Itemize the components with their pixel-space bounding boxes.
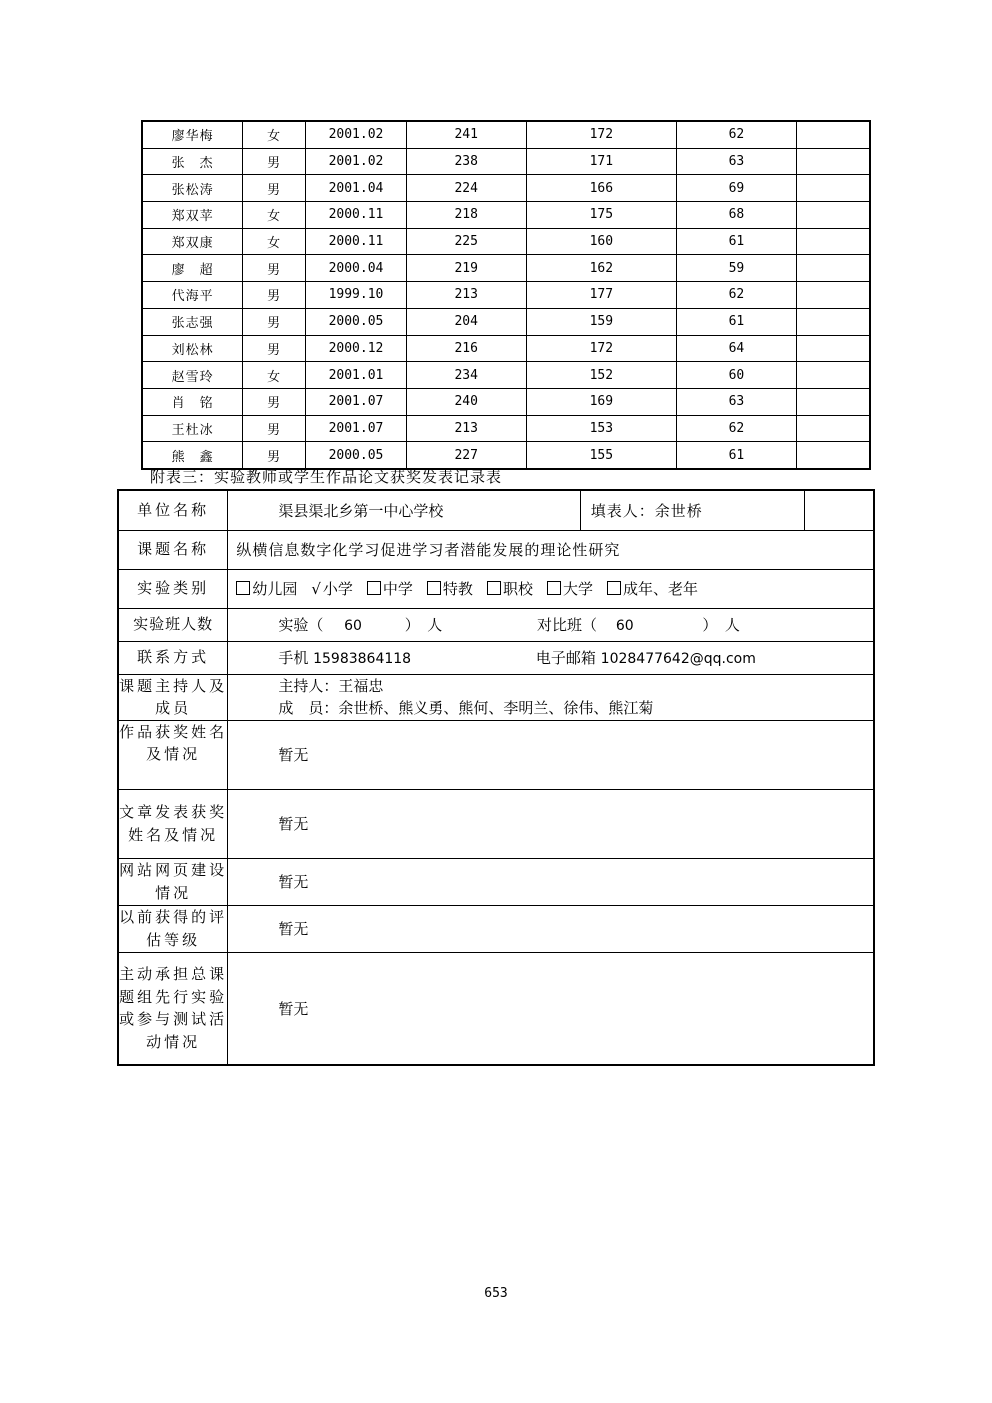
class-size-values [228, 608, 874, 641]
student-birth-cell: 2000.11 [306, 228, 407, 255]
ctrl-count: 60 [615, 618, 634, 634]
student-extra-cell [796, 442, 870, 469]
student-row [142, 388, 870, 415]
student-birth-cell: 2001.07 [306, 415, 407, 442]
lead-label: 主动承担总课题组先行实验或参与测试活动情况 [118, 952, 228, 1065]
student-score-a-cell: 241 [406, 121, 526, 148]
student-score-a-cell: 234 [406, 362, 526, 389]
category-options [228, 569, 874, 608]
filler-blank [804, 490, 874, 530]
student-score-b-cell: 177 [526, 282, 677, 309]
student-name-cell: 肖 铭 [142, 388, 243, 415]
email-address: 1028477642@qq.com [600, 651, 756, 667]
student-score-a-cell: 204 [406, 308, 526, 335]
student-gender-cell: 男 [243, 415, 306, 442]
student-row [142, 308, 870, 335]
article-label: 文章发表获奖姓名及情况 [118, 789, 228, 858]
exp-prefix: 实验（ [278, 616, 324, 634]
class-size-row [118, 608, 874, 641]
contact-values [228, 641, 874, 674]
student-extra-cell [796, 202, 870, 229]
student-score-a-cell: 227 [406, 442, 526, 469]
category-row [118, 569, 874, 608]
student-birth-cell: 2001.02 [306, 121, 407, 148]
student-score-c-cell: 64 [677, 335, 797, 362]
student-name-cell: 郑双苹 [142, 202, 243, 229]
category-option [607, 580, 698, 598]
category-option [487, 580, 533, 598]
student-extra-cell [796, 388, 870, 415]
student-name-cell: 刘松林 [142, 335, 243, 362]
student-extra-cell [796, 148, 870, 175]
host-label: 课题主持人及成员 [118, 674, 228, 720]
student-row [142, 442, 870, 469]
student-score-a-cell: 224 [406, 175, 526, 202]
student-birth-cell: 1999.10 [306, 282, 407, 309]
student-row [142, 228, 870, 255]
student-gender-cell: 女 [243, 121, 306, 148]
student-score-c-cell: 69 [677, 175, 797, 202]
members-list: 成 员：余世桥、熊义勇、熊何、李明兰、徐伟、熊江菊 [278, 699, 654, 717]
student-row [142, 148, 870, 175]
student-gender-cell: 男 [243, 255, 306, 282]
student-score-a-cell: 219 [406, 255, 526, 282]
student-name-cell: 廖华梅 [142, 121, 243, 148]
student-extra-cell [796, 175, 870, 202]
student-gender-cell: 男 [243, 442, 306, 469]
appendix-caption: 附表三：实验教师或学生作品论文获奖发表记录表 [150, 468, 503, 486]
topic-row [118, 530, 874, 569]
student-birth-cell: 2000.11 [306, 202, 407, 229]
student-name-cell: 代海平 [142, 282, 243, 309]
student-score-b-cell: 162 [526, 255, 677, 282]
host-name: 主持人：王福忠 [278, 677, 384, 695]
student-score-a-cell: 213 [406, 415, 526, 442]
check-mark-icon: √ [311, 580, 321, 598]
student-row [142, 362, 870, 389]
topic-value: 纵横信息数字化学习促进学习者潜能发展的理论性研究 [228, 530, 874, 569]
award-label: 作品获奖姓名及情况 [118, 720, 228, 789]
student-score-b-cell: 159 [526, 308, 677, 335]
category-option-label: 职校 [502, 580, 533, 598]
checkbox-empty-icon [547, 581, 561, 595]
student-score-b-cell: 175 [526, 202, 677, 229]
student-gender-cell: 男 [243, 175, 306, 202]
student-extra-cell [796, 335, 870, 362]
record-table [117, 489, 875, 1066]
student-row [142, 282, 870, 309]
student-score-table [141, 120, 871, 470]
student-name-cell: 赵雪玲 [142, 362, 243, 389]
phone-label: 手机 [278, 649, 309, 667]
student-score-b-cell: 169 [526, 388, 677, 415]
checkbox-empty-icon [487, 581, 501, 595]
student-gender-cell: 男 [243, 282, 306, 309]
exp-suffix: ） 人 [404, 616, 443, 634]
eval-row [118, 905, 874, 952]
student-rows [142, 121, 870, 469]
checkbox-empty-icon [236, 581, 250, 595]
unit-row [118, 490, 874, 530]
ctrl-prefix: 对比班（ [537, 616, 598, 634]
student-birth-cell: 2001.01 [306, 362, 407, 389]
student-name-cell: 王杜冰 [142, 415, 243, 442]
student-score-a-cell: 216 [406, 335, 526, 362]
student-name-cell: 张 杰 [142, 148, 243, 175]
student-score-c-cell: 61 [677, 228, 797, 255]
student-score-a-cell: 218 [406, 202, 526, 229]
contact-label: 联系方式 [118, 641, 228, 674]
student-score-b-cell: 172 [526, 335, 677, 362]
student-row [142, 415, 870, 442]
student-extra-cell [796, 415, 870, 442]
student-row [142, 202, 870, 229]
student-score-b-cell: 172 [526, 121, 677, 148]
student-score-a-cell: 213 [406, 282, 526, 309]
student-score-b-cell: 160 [526, 228, 677, 255]
category-option-label: 成年、老年 [622, 580, 698, 598]
student-extra-cell [796, 308, 870, 335]
ctrl-suffix: ） 人 [702, 616, 740, 634]
student-score-c-cell: 63 [677, 388, 797, 415]
checkbox-empty-icon [427, 581, 441, 595]
student-extra-cell [796, 362, 870, 389]
category-option-label: 小学 [322, 580, 353, 598]
topic-label: 课题名称 [118, 530, 228, 569]
student-score-b-cell: 152 [526, 362, 677, 389]
student-score-a-cell: 240 [406, 388, 526, 415]
award-value: 暂无 [228, 720, 874, 789]
article-row [118, 789, 874, 858]
student-score-c-cell: 68 [677, 202, 797, 229]
student-score-b-cell: 153 [526, 415, 677, 442]
student-name-cell: 廖 超 [142, 255, 243, 282]
student-name-cell: 张志强 [142, 308, 243, 335]
student-birth-cell: 2001.02 [306, 148, 407, 175]
student-gender-cell: 女 [243, 202, 306, 229]
unit-value: 渠县渠北乡第一中心学校 [228, 490, 580, 530]
student-row [142, 121, 870, 148]
student-birth-cell: 2001.04 [306, 175, 407, 202]
phone-number: 15983864118 [313, 651, 412, 667]
category-option [236, 580, 297, 598]
website-label: 网站网页建设情况 [118, 858, 228, 905]
student-score-c-cell: 63 [677, 148, 797, 175]
student-extra-cell [796, 282, 870, 309]
contact-row [118, 641, 874, 674]
category-option-label: 特教 [442, 580, 473, 598]
student-score-c-cell: 62 [677, 121, 797, 148]
eval-value: 暂无 [228, 905, 874, 952]
student-name-cell: 熊 鑫 [142, 442, 243, 469]
student-birth-cell: 2000.05 [306, 308, 407, 335]
page-number: 653 [484, 1286, 508, 1301]
filler-value: 填表人：余世桥 [580, 490, 804, 530]
checkbox-empty-icon [367, 581, 381, 595]
student-gender-cell: 男 [243, 308, 306, 335]
student-score-c-cell: 62 [677, 282, 797, 309]
article-value: 暂无 [228, 789, 874, 858]
student-score-b-cell: 155 [526, 442, 677, 469]
host-values [228, 674, 874, 720]
category-option [427, 580, 473, 598]
host-row [118, 674, 874, 720]
student-gender-cell: 男 [243, 388, 306, 415]
student-birth-cell: 2000.12 [306, 335, 407, 362]
student-birth-cell: 2001.07 [306, 388, 407, 415]
category-option-label: 中学 [382, 580, 413, 598]
student-gender-cell: 女 [243, 362, 306, 389]
lead-value: 暂无 [228, 952, 874, 1065]
student-score-c-cell: 60 [677, 362, 797, 389]
category-option-label: 大学 [562, 580, 593, 598]
student-score-c-cell: 61 [677, 442, 797, 469]
exp-count: 60 [344, 618, 362, 634]
student-score-b-cell: 171 [526, 148, 677, 175]
category-option-label: 幼儿园 [252, 580, 298, 598]
student-birth-cell: 2000.04 [306, 255, 407, 282]
unit-label: 单位名称 [118, 490, 228, 530]
website-value: 暂无 [228, 858, 874, 905]
award-row [118, 720, 874, 789]
email-label: 电子邮箱 [535, 649, 596, 667]
student-extra-cell [796, 121, 870, 148]
student-score-a-cell: 225 [406, 228, 526, 255]
student-score-c-cell: 62 [677, 415, 797, 442]
class-size-label: 实验班人数 [118, 608, 228, 641]
student-row [142, 255, 870, 282]
student-extra-cell [796, 228, 870, 255]
student-row [142, 175, 870, 202]
student-gender-cell: 男 [243, 148, 306, 175]
checkbox-empty-icon [607, 581, 621, 595]
website-row [118, 858, 874, 905]
category-option [367, 580, 413, 598]
category-option [311, 580, 353, 598]
student-row [142, 335, 870, 362]
student-extra-cell [796, 255, 870, 282]
student-score-b-cell: 166 [526, 175, 677, 202]
student-score-c-cell: 59 [677, 255, 797, 282]
category-option [547, 580, 593, 598]
lead-row [118, 952, 874, 1065]
student-score-a-cell: 238 [406, 148, 526, 175]
student-name-cell: 张松涛 [142, 175, 243, 202]
eval-label: 以前获得的评估等级 [118, 905, 228, 952]
student-birth-cell: 2000.05 [306, 442, 407, 469]
category-label: 实验类别 [118, 569, 228, 608]
student-score-c-cell: 61 [677, 308, 797, 335]
student-name-cell: 郑双康 [142, 228, 243, 255]
student-gender-cell: 男 [243, 335, 306, 362]
student-gender-cell: 女 [243, 228, 306, 255]
